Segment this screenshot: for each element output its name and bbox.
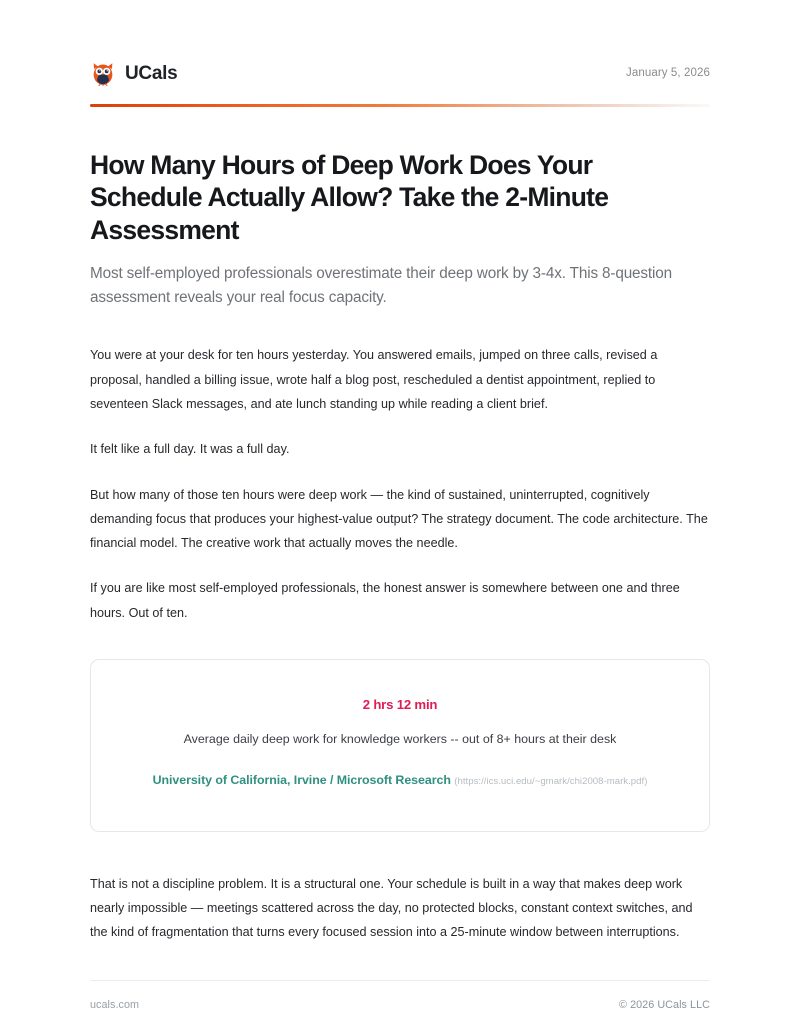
- masthead: [90, 56, 710, 90]
- body-paragraph: If you are like most self-employed professionals, the honest answer is somewhere between one and three hours. Out of ten.: [90, 581, 680, 620]
- footer: [90, 980, 710, 1011]
- body-paragraph: But how many of those ten hours were deep work — the kind of sustained, uninterrupted, cognitively demanding focus that produces your highest-value output? The strategy document. The code architecture. The financial model. The creative work that actually moves the needle.: [90, 487, 708, 551]
- article-body-tail: [90, 872, 710, 945]
- stat-source: [117, 770, 683, 790]
- brand-divider: [90, 104, 710, 107]
- article-subhead: Most self-employed professionals overestimate their deep work by 3-4x. This 8-question assessment reveals your real focus capacity.: [90, 264, 672, 306]
- brand-lockup[interactable]: [90, 60, 177, 86]
- body-paragraph: That is not a discipline problem. It is a structural one. Your schedule is built in a way that makes deep work nearly impossible — meetings scattered across the day, no protected blocks, constant context switches, and the kind of fragmentation that turns every focused session into a 25-minute window between interruptions.: [90, 876, 693, 940]
- issue-date: January 5, 2026: [626, 67, 710, 79]
- stat-source-link[interactable]: University of California, Irvine / Microsoft Research: [152, 773, 451, 788]
- page-title: How Many Hours of Deep Work Does Your Schedule Actually Allow? Take the 2-Minute Assessment: [90, 150, 609, 245]
- footer-site-link[interactable]: ucals.com: [90, 999, 140, 1011]
- brand-name: UCals: [125, 62, 178, 84]
- stat-callout-card: [90, 659, 710, 831]
- stat-label: Average daily deep work for knowledge workers -- out of 8+ hours at their desk: [183, 732, 617, 747]
- footer-divider: [90, 980, 710, 981]
- content-column: [90, 0, 710, 944]
- body-paragraph: You were at your desk for ten hours yesterday. You answered emails, jumped on three calls, revised a proposal, handled a billing issue, wrote half a blog post, rescheduled a dentist appointment, replied to seventeen Slack messages, and ate lunch standing up while reading a client brief.: [90, 348, 658, 411]
- footer-copyright: © 2026 UCals LLC: [619, 999, 710, 1011]
- owl-icon: [90, 60, 116, 86]
- footer-row: [90, 999, 710, 1011]
- stat-value: 2 hrs 12 min: [362, 697, 438, 713]
- stat-source-url: (https://ics.uci.edu/~gmark/chi2008-mark.pdf): [454, 776, 648, 788]
- article-body: [90, 343, 710, 625]
- body-paragraph: It felt like a full day. It was a full day.: [90, 442, 290, 457]
